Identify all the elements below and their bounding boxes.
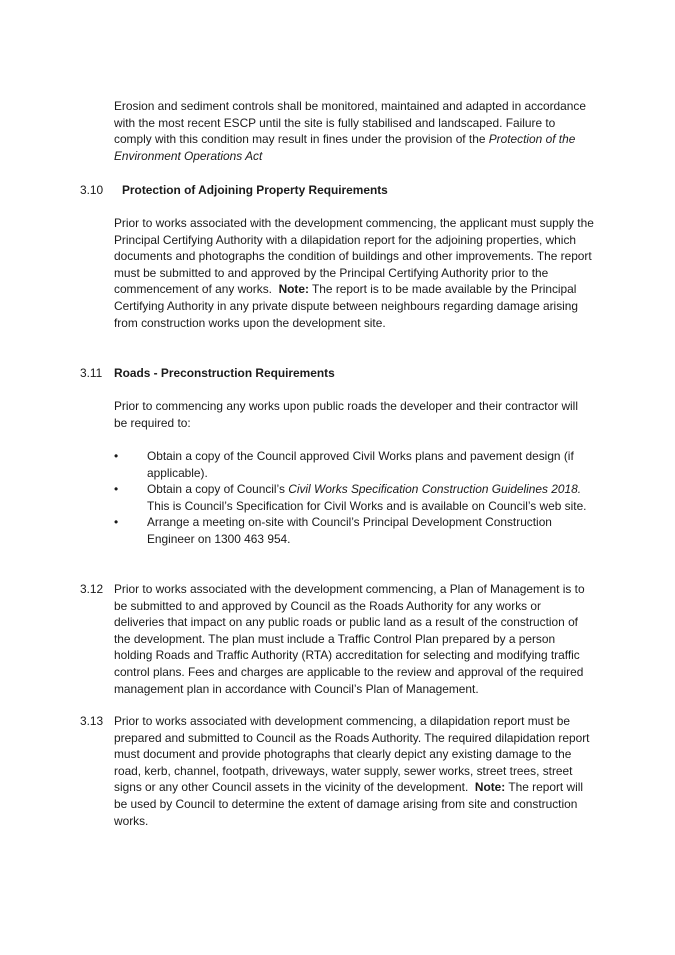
section-number-3-11: 3.11 (80, 366, 103, 380)
list-item (114, 514, 594, 547)
note-label: Note: (278, 282, 309, 297)
intro-text: Erosion and sediment controls shall be monitored, maintained and adapted in accordance with the most recent ESCP until the site is fully stabilised and landscaped. Failure to comply with this condition may result in fines under the provision of the (114, 99, 586, 147)
intro-paragraph (114, 98, 594, 164)
section-3-11-intro: Prior to commencing any works upon public roads the developer and their contractor will be required to: (114, 399, 578, 430)
section-3-10-text: Prior to works associated with the development commencing, the applicant must supply the Principal Certifying Authority with a dilapidation report for the adjoining properties, which documents and photographs the condition of buildings and other improvements. The report must be submitted to and approved by the Principal Certifying Authority prior to the commencement of any works. (114, 216, 594, 297)
section-heading-3-11: Roads - Preconstruction Requirements (114, 366, 335, 380)
note-label: Note: (474, 780, 506, 795)
note-text: The report is to be made available by the Principal Certifying Authority in any private dispute between neighbours regarding damage arising from construction works upon the development site. (114, 282, 579, 330)
act-name: Protection of the Environment Operations Act (114, 132, 576, 163)
section-3-12-text: Prior to works associated with the development commencing, a Plan of Management is to be submitted to and approved by Council as the Roads Authority for any works or deliveries that impact on any public roads or public land as a result of the construction of the development. The plan must include a Traffic Control Plan prepared by a person holding Roads and Traffic Authority (RTA) accreditation for selecting and modifying traffic control plans. Fees and charges are applicable to the review and approval of the required management plan in accordance with Council’s Plan of Management. (114, 582, 585, 696)
list-item-text: Obtain a copy of Council’s (147, 482, 289, 497)
list-item (114, 448, 594, 481)
section-3-10-paragraph (114, 215, 594, 331)
list-item-text: Obtain a copy of the Council approved Civil Works plans and pavement design (if applicable). (147, 449, 574, 480)
bullet-icon: • (114, 515, 119, 530)
section-3-13-text: Prior to works associated with development commencing, a dilapidation report must be prepared and submitted to Council as the Roads Authority. The required dilapidation report must document and provide photographs that clearly depict any existing damage to the road, kerb, channel, footpath, driveways, water supply, sewer works, street trees, street signs or any other Council assets in the vicinity of the development. (114, 714, 590, 795)
section-number-3-13: 3.13 (80, 714, 104, 728)
section-3-13-paragraph (114, 713, 594, 829)
list-item (114, 481, 594, 514)
bullet-icon: • (114, 482, 119, 497)
requirements-list (114, 448, 594, 548)
note-text: The report will be used by Council to determine the extent of damage arising from site and construction works. (114, 780, 584, 828)
section-number-3-12: 3.12 (80, 582, 104, 596)
list-item-text: This is Council’s Specification for Civil Works and is available on Council’s web site. (147, 498, 587, 513)
section-number-3-10: 3.10 (80, 183, 104, 197)
section-heading-3-10: Protection of Adjoining Property Requirements (122, 183, 388, 197)
guidelines-title: Civil Works Specification Construction Guidelines 2018. (288, 482, 582, 497)
list-item-text: Arrange a meeting on-site with Council’s Principal Development Construction Engineer on 1300 463 954. (147, 515, 552, 546)
bullet-icon: • (114, 449, 119, 463)
